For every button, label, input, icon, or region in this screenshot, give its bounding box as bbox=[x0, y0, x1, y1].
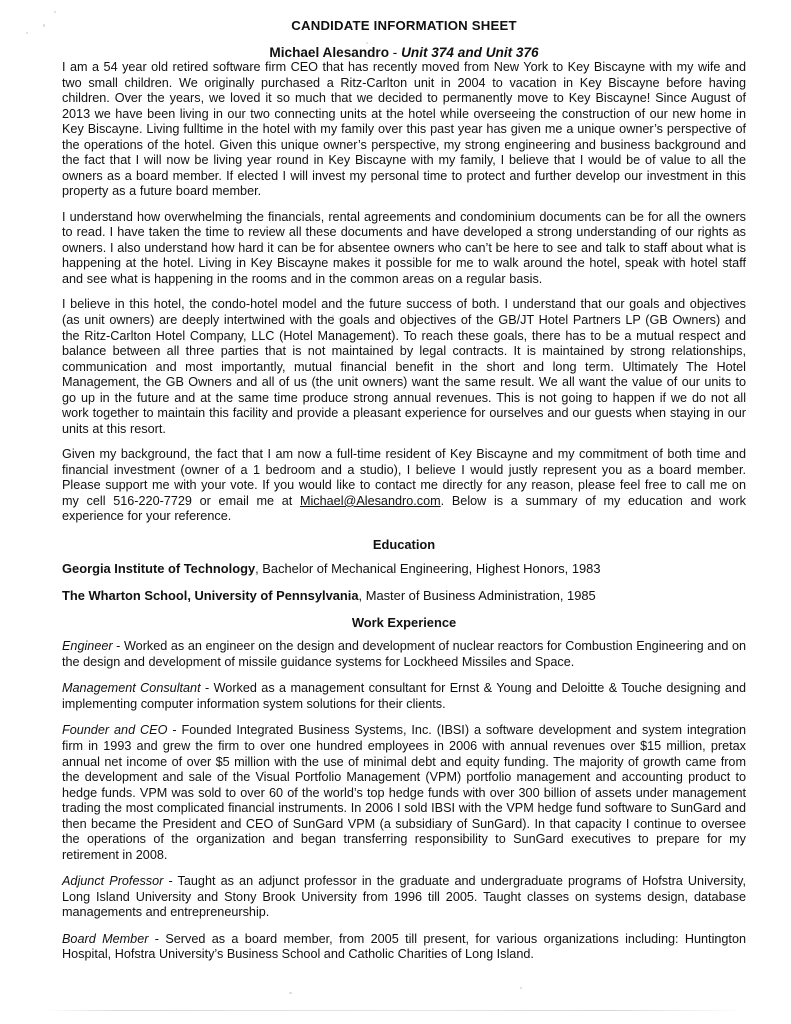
work-entry bbox=[62, 723, 746, 863]
paragraph-intro: I am a 54 year old retired software firm CEO that has recently moved from New York to Key Biscayne with my wife and two small children. We originally purchased a Ritz-Carlton unit in 2004 to vacation in Key Biscayne before having children. Over the years, we loved it so much that we decided to permanently move to Key Biscayne! Since August of 2013 we have been living in our two connecting units at the hotel while overseeing the construction of our new home in Key Biscayne. Living fulltime in the hotel with my family over this past year has given me a unique owner’s perspective of the operations of the hotel. Given this unique owner’s perspective, my strong engineering and business background and the fact that I will now be living year round in Key Biscayne with my family, I believe that I would be of value to all the owners as a board member. If elected I will invest my personal time to protect and further develop our investment in this property as a future board member. bbox=[62, 60, 746, 199]
page-title: CANDIDATE INFORMATION SHEET bbox=[291, 18, 517, 33]
work-entry bbox=[62, 932, 746, 963]
name-separator: - bbox=[389, 45, 402, 60]
work-role-title: Board Member bbox=[62, 931, 149, 946]
education-entry bbox=[62, 588, 746, 604]
scan-speck bbox=[54, 11, 56, 13]
work-separator: - bbox=[167, 723, 182, 738]
work-role-title: Engineer bbox=[62, 639, 113, 654]
work-separator: - bbox=[200, 681, 214, 696]
work-description: Taught as an adjunct professor in the graduate and undergraduate programs of Hofstra University, Long Island University and Stony Brook University from 1996 till 2005. Taught classes on systems design, database managements and entrepreneurship. bbox=[62, 874, 746, 920]
paragraph-closing bbox=[62, 447, 746, 525]
work-entry bbox=[62, 874, 746, 921]
scan-speck bbox=[26, 32, 28, 34]
work-description: Served as a board member, from 2005 till present, for various organizations including: Huntington Hospital, Hofstra University’s Business School and Catholic Charities of Long Island. bbox=[62, 931, 747, 962]
work-entry bbox=[62, 681, 746, 712]
candidate-units: Unit 374 and Unit 376 bbox=[401, 45, 539, 60]
education-detail: , Bachelor of Mechanical Engineering, Highest Honors, 1983 bbox=[255, 560, 601, 576]
candidate-name: Michael Alesandro bbox=[269, 45, 390, 60]
section-heading-work-experience: Work Experience bbox=[351, 615, 457, 631]
paragraph-condo-hotel-model: I believe in this hotel, the condo-hotel model and the future success of both. I understand that our goals and objectives (as unit owners) are deeply intertwined with the goals and objectives of the GB/JT Hotel Partners LP (GB Owners) and the Ritz-Carlton Hotel Company, LLC (Hotel Management). To reach these goals, there has to be a mutual respect and balance between all three parties that is not maintained by legal contracts. It is maintained by strong relationships, communication and most importantly, mutual financial benefit in the short and long term. Ultimately The Hotel Management, the GB Owners and all of us (the unit owners) want the same result. We all want the value of our units to go up in the future and at the same time produce strong annual revenues. This is not going to happen if we do not all work together to maintain this facility and provide a pleasant experience for ourselves and our guests when staying in our units at this resort. bbox=[62, 297, 746, 436]
work-separator: - bbox=[148, 931, 166, 946]
work-role-title: Adjunct Professor bbox=[62, 874, 164, 889]
work-description: Worked as a management consultant for Ernst & Young and Deloitte & Touche designing and implementing computer information system solutions for their clients. bbox=[62, 681, 747, 711]
closing-text-before-email: Given my background, the fact that I am now a full-time resident of Key Biscayne and my commitment of both time and financial investment (owner of a 1 bedroom and a studio), I believe I would justly represent you as a board member. Please support me with your vote. If you would like to contact me directly for any reason, please feel free to call me on my cell 516-220-7729 or email me at bbox=[62, 447, 746, 508]
scan-speck bbox=[289, 992, 292, 994]
candidate-subtitle bbox=[62, 45, 746, 60]
education-detail: , Master of Business Administration, 1985 bbox=[358, 587, 596, 603]
work-separator: - bbox=[163, 874, 178, 889]
work-separator: - bbox=[112, 639, 124, 654]
scan-edge-line bbox=[46, 1010, 746, 1011]
work-role-title: Management Consultant bbox=[62, 681, 201, 696]
email-address[interactable]: Michael@Alesandro.com bbox=[299, 493, 441, 508]
education-institution: The Wharton School, University of Pennsylvania bbox=[62, 587, 359, 603]
scan-speck bbox=[520, 987, 522, 989]
education-institution: Georgia Institute of Technology bbox=[62, 560, 256, 576]
paragraph-documents: I understand how overwhelming the financials, rental agreements and condominium documents can be for all the owners to read. I have taken the time to review all these documents and have developed a strong understanding of our rights as owners. I also understand how hard it can be for absentee owners who can’t be here to see and talk to staff about what is happening at the hotel. Living in Key Biscayne makes it possible for me to walk around the hotel, speak with hotel staff and see what is happening in the rooms and in the common areas on a regular basis. bbox=[62, 209, 746, 286]
work-description: Founded Integrated Business Systems, Inc. (IBSI) a software development and system integration firm in 1993 and grew the firm to over one hundred employees in 2006 with annual revenues over $15 million, pretax annual net income of over $5 million with the use of minimal debt and equity funding. The majority of growth came from the development and sale of the Visual Portfolio Management (VPM) portfolio management and accounting product to hedge funds. VPM was sold to over 60 of the world’s top hedge funds with over 300 billion of assets under management trading the most complicated financial instruments. In 2006 I sold IBSI with the VPM hedge fund software to SunGard and then became the President and CEO of SunGard VPM (a subsidiary of SunGard). In that capacity I continue to oversee the operations of the organization and began transferring responsibility to SunGard executives to prepare for my retirement in 2008. bbox=[62, 723, 747, 862]
work-role-title: Founder and CEO bbox=[62, 723, 168, 738]
document-body bbox=[62, 0, 746, 974]
work-entry bbox=[62, 639, 746, 670]
closing-text-after-email: . Below is a summary of my education and work experience for your reference. bbox=[62, 493, 746, 524]
scan-speck bbox=[43, 24, 45, 27]
section-heading-education: Education bbox=[372, 536, 436, 552]
education-entry bbox=[62, 561, 746, 577]
work-description: Worked as an engineer on the design and development of nuclear reactors for Combustion Engineering and on the design and development of missile guidance systems for Lockheed Missiles and Space. bbox=[62, 639, 746, 669]
